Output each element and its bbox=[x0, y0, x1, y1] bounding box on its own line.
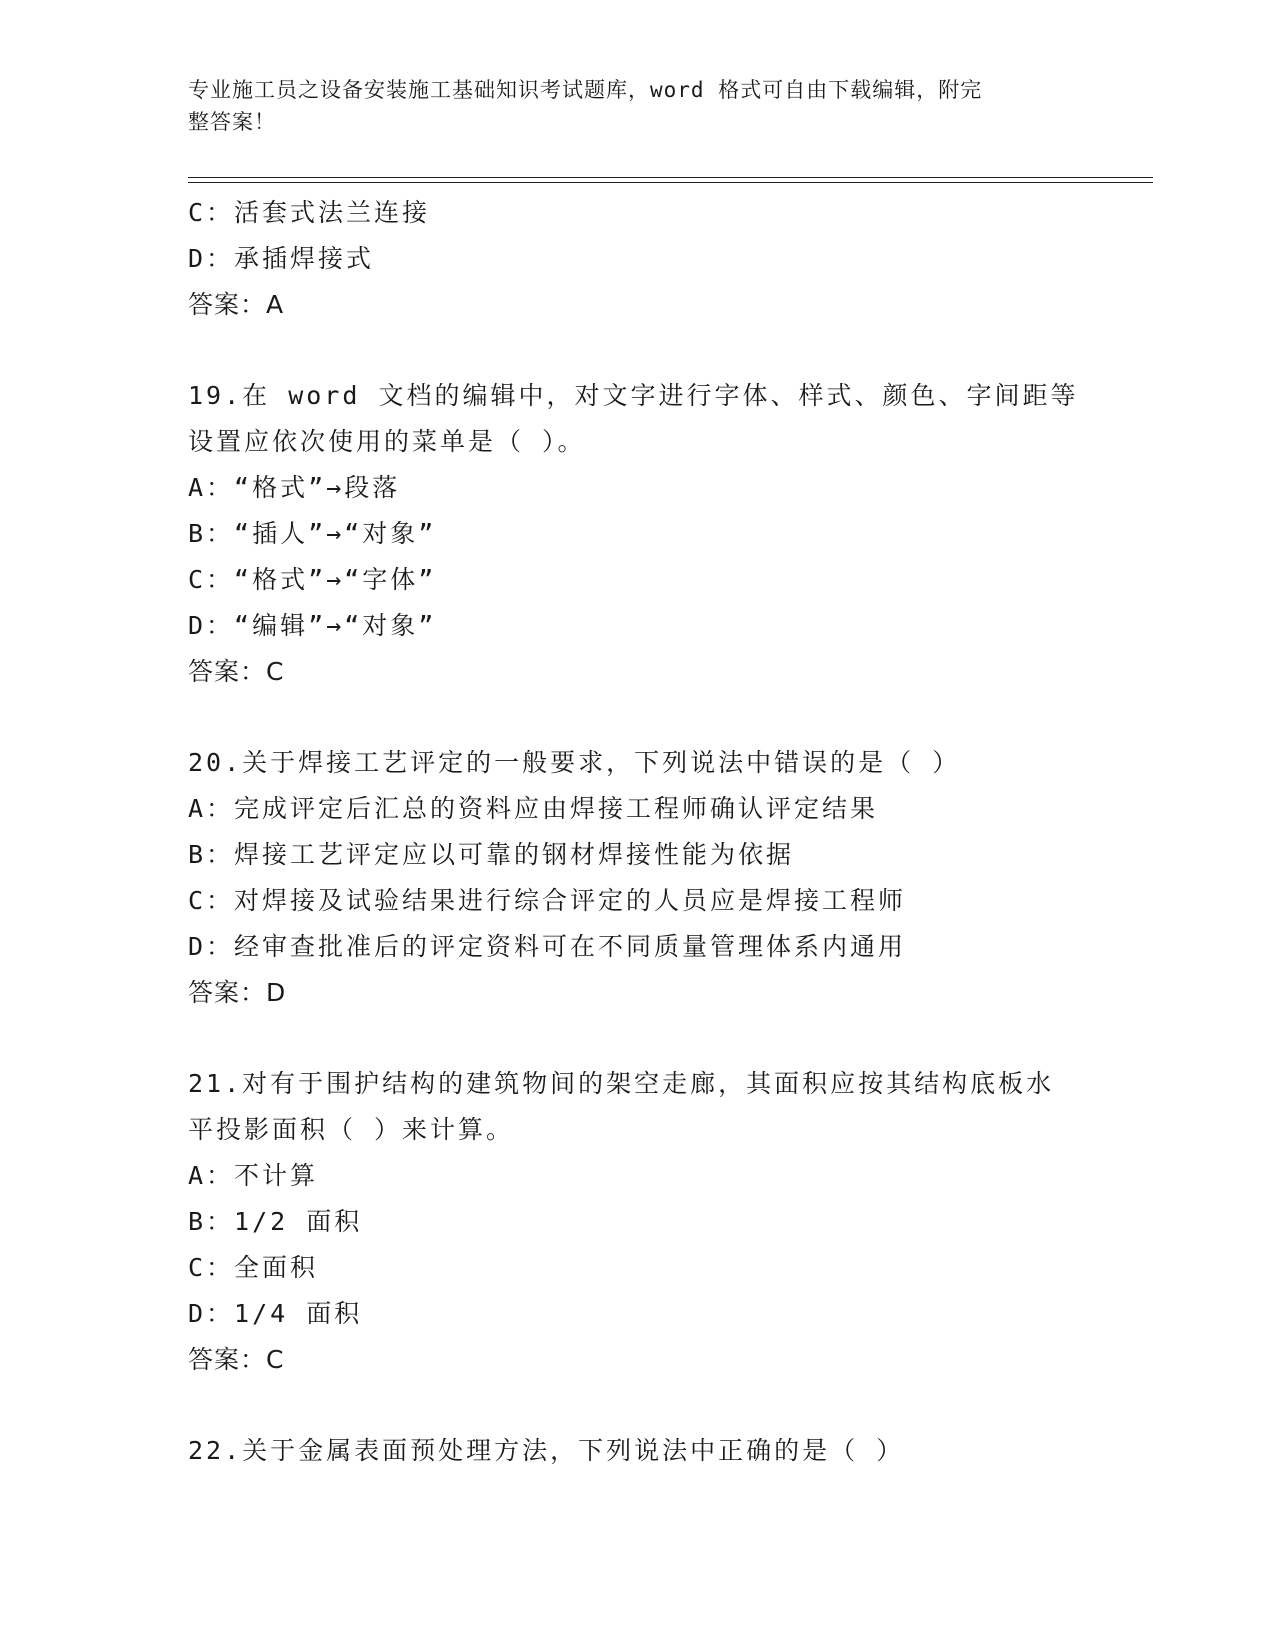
spacer bbox=[188, 328, 1088, 373]
question-stem: 21.对有于围护结构的建筑物间的架空走廊，其面积应按其结构底板水 bbox=[188, 1069, 1055, 1098]
option-c: C：活套式法兰连接 bbox=[188, 198, 431, 227]
answer-line: 答案：D bbox=[188, 978, 287, 1007]
spacer bbox=[188, 695, 1088, 740]
question-stem-continued: 设置应依次使用的菜单是（ ）。 bbox=[188, 427, 586, 456]
question-22 bbox=[188, 1428, 1088, 1474]
spacer bbox=[188, 1383, 1088, 1428]
header-divider-bottom bbox=[188, 182, 1153, 183]
document-header bbox=[188, 74, 1068, 138]
question-19 bbox=[188, 373, 1088, 695]
header-line-1: 专业施工员之设备安装施工基础知识考试题库，word 格式可自由下载编辑，附完 bbox=[188, 78, 983, 102]
header-divider-top bbox=[188, 177, 1153, 178]
question-21 bbox=[188, 1061, 1088, 1383]
question-stem-continued: 平投影面积（ ）来计算。 bbox=[188, 1115, 515, 1144]
option-a: A：不计算 bbox=[188, 1161, 319, 1190]
option-d: D：“编辑”→“对象” bbox=[188, 611, 437, 640]
question-stem: 22.关于金属表面预处理方法，下列说法中正确的是（ ） bbox=[188, 1436, 905, 1465]
option-a: A：完成评定后汇总的资料应由焊接工程师确认评定结果 bbox=[188, 794, 879, 823]
spacer bbox=[188, 1016, 1088, 1061]
option-c: C：“格式”→“字体” bbox=[188, 565, 437, 594]
header-line-2: 整答案！ bbox=[188, 110, 276, 134]
option-b: B：“插人”→“对象” bbox=[188, 519, 437, 548]
answer-line: 答案：A bbox=[188, 290, 285, 319]
option-d: D：承插焊接式 bbox=[188, 244, 375, 273]
question-20 bbox=[188, 740, 1088, 1016]
question-list bbox=[188, 190, 1088, 1474]
option-a: A：“格式”→段落 bbox=[188, 473, 401, 502]
option-d: D：经审查批准后的评定资料可在不同质量管理体系内通用 bbox=[188, 932, 907, 961]
option-c: C：对焊接及试验结果进行综合评定的人员应是焊接工程师 bbox=[188, 886, 907, 915]
question-stem: 19.在 word 文档的编辑中，对文字进行字体、样式、颜色、字间距等 bbox=[188, 381, 1079, 410]
option-b: B：焊接工艺评定应以可靠的钢材焊接性能为依据 bbox=[188, 840, 795, 869]
option-b: B：1/2 面积 bbox=[188, 1207, 363, 1236]
answer-line: 答案：C bbox=[188, 657, 285, 686]
option-c: C：全面积 bbox=[188, 1253, 319, 1282]
question-18-tail bbox=[188, 190, 1088, 328]
answer-line: 答案：C bbox=[188, 1345, 285, 1374]
option-d: D：1/4 面积 bbox=[188, 1299, 363, 1328]
question-stem: 20.关于焊接工艺评定的一般要求，下列说法中错误的是（ ） bbox=[188, 748, 961, 777]
